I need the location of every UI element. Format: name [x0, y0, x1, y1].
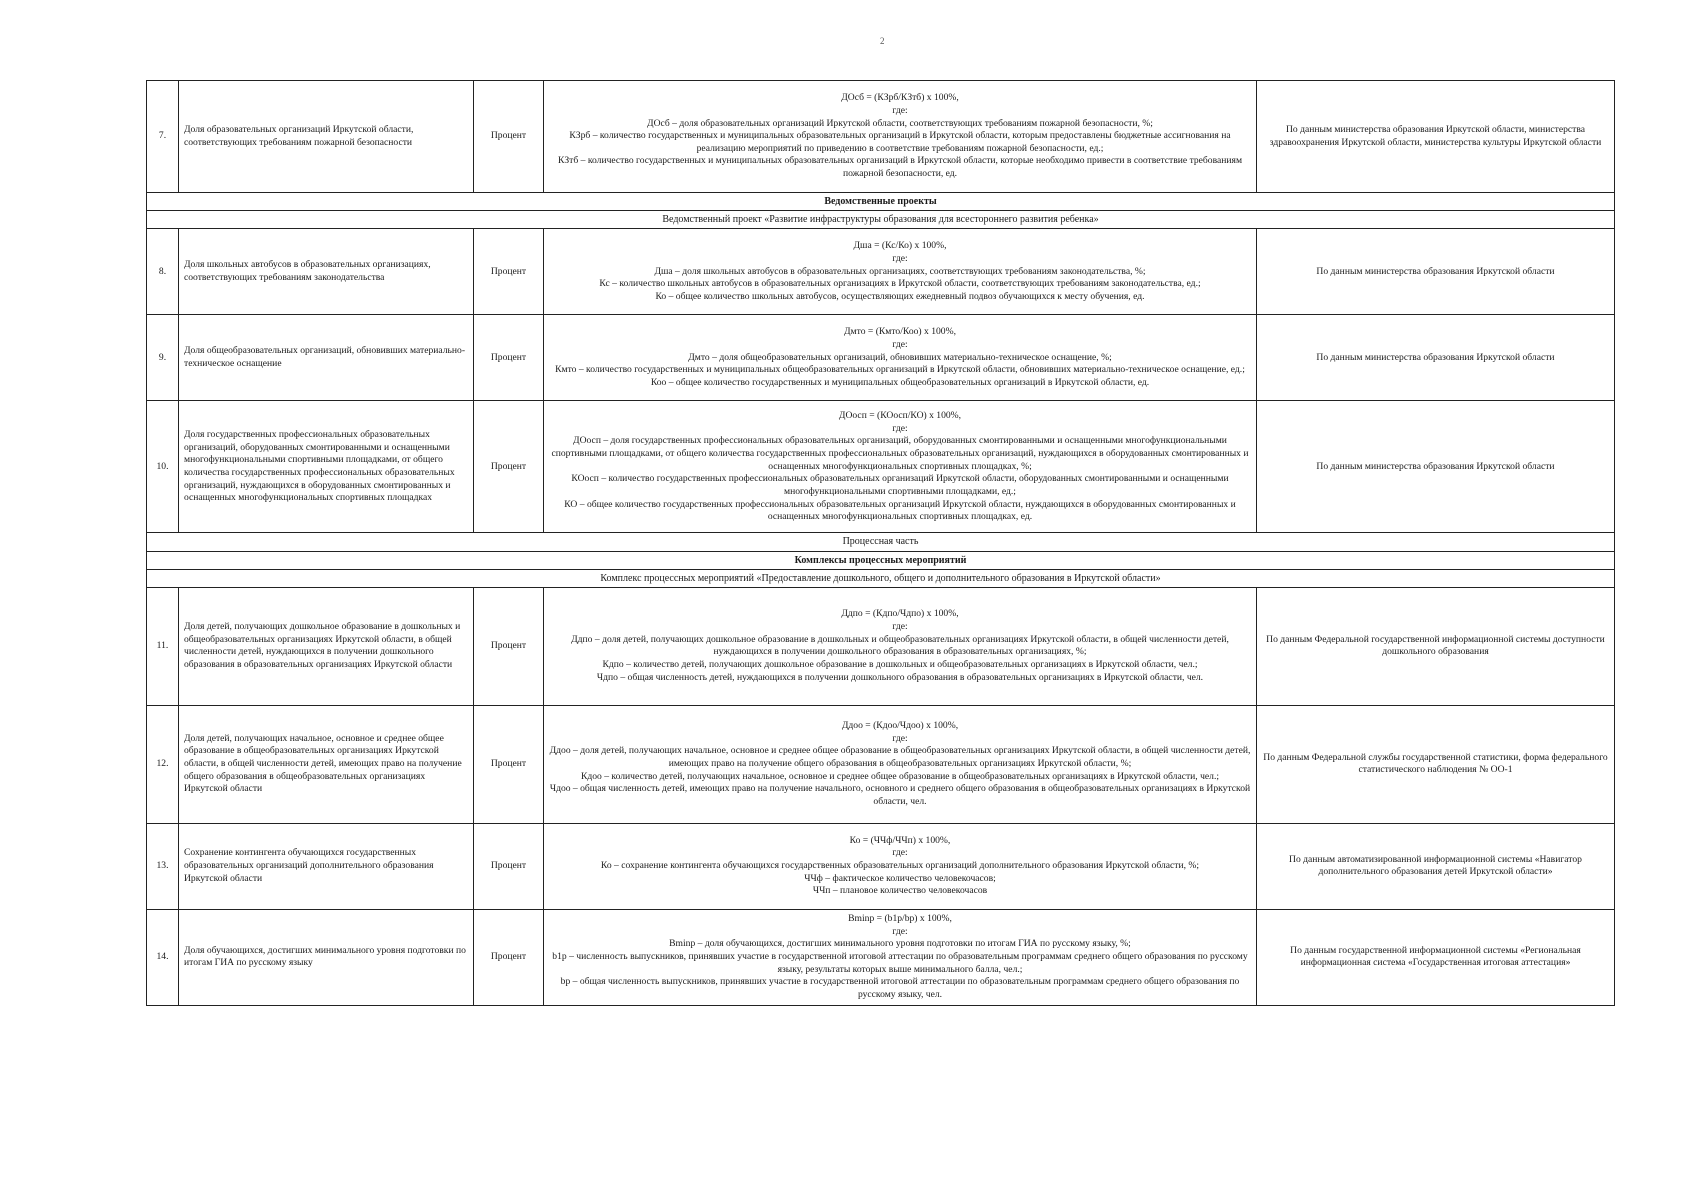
indicator-number: 12. — [147, 705, 179, 823]
formula-line: где: — [892, 925, 908, 937]
indicator-source: По данным министерства образования Иркутской области — [1257, 315, 1615, 401]
indicator-source: По данным государственной информационной системы «Региональная информационная система «Государственная итоговая аттестация» — [1257, 909, 1615, 1005]
indicator-source: По данным Федеральной службы государственной статистики, форма федерального статистического наблюдения № ОО-1 — [1257, 705, 1615, 823]
section-header-row — [147, 211, 1615, 229]
formula-line: ДОосп – доля государственных профессиональных образовательных организаций, оборудованных смонтированными и оснащенными многофункциональными спортивными площадками, от общего количества государственных профессиональных образовательных организаций, нуждающихся в оборудованных смонтированных и оснащенных многофункциональных спортивных площадках, %; — [551, 435, 1249, 472]
indicator-source: По данным Федеральной государственной информационной системы доступности дошкольного образования — [1257, 587, 1615, 705]
indicator-formula — [544, 823, 1257, 909]
formula-line: КЗрб – количество государственных и муниципальных образовательных организаций в Иркутской области, которым предоставлены бюджетные ассигнования на реализацию мероприятий по приведению в соответствие требованиям пожарной безопасности, ед.; — [569, 130, 1231, 154]
section-header-row — [147, 551, 1615, 569]
indicator-number: 14. — [147, 909, 179, 1005]
formula-line: ЧЧп – плановое количество человекочасов — [812, 885, 988, 897]
section-title: Процессная часть — [147, 533, 1615, 551]
formula-line: КО – общее количество государственных профессиональных образовательных организаций Иркутской области, нуждающихся в оборудованных смонтированных и оснащенных многофункциональных спортивных площадках, ед. — [564, 498, 1236, 523]
indicator-unit: Процент — [474, 705, 544, 823]
formula-line: Ддоо = (Кдоо/Чдоо) х 100%, — [841, 720, 959, 732]
indicator-source: По данным министерства образования Иркутской области — [1257, 401, 1615, 533]
indicator-source: По данным министерства образования Иркутской области — [1257, 229, 1615, 315]
indicator-unit: Процент — [474, 401, 544, 533]
formula-line: Bminp – доля обучающихся, достигших минимального уровня подготовки по итогам ГИА по русскому языку, %; — [669, 938, 1131, 950]
indicator-formula — [544, 587, 1257, 705]
indicator-name: Доля детей, получающих начальное, основное и среднее общее образование в общеобразовательных организациях Иркутской области, в общей численности детей, имеющих право на получение общего образования в общеобразовательных организациях Иркутской области — [179, 705, 474, 823]
indicator-row — [147, 587, 1615, 705]
section-header-row — [147, 193, 1615, 211]
indicator-number: 10. — [147, 401, 179, 533]
formula-line: Ко – общее количество школьных автобусов, осуществляющих ежедневный подвоз обучающихся к месту обучения, ед. — [655, 290, 1145, 302]
indicator-row — [147, 315, 1615, 401]
formula-line: bp – общая численность выпускников, принявших участие в государственной итоговой аттестации по образовательным программам среднего общего образования по русскому языку, чел. — [560, 976, 1240, 1001]
indicator-name: Доля школьных автобусов в образовательных организациях, соответствующих требованиям законодательства — [179, 229, 474, 315]
indicator-unit: Процент — [474, 229, 544, 315]
formula-line: КЗтб – количество государственных и муниципальных образовательных организаций в Иркутской области, которые необходимо привести в соответствие требованиям пожарной безопасности, ед. — [557, 155, 1243, 180]
indicator-formula — [544, 909, 1257, 1005]
formula-line: ДОосп = (КОосп/КО) х 100%, — [838, 409, 962, 421]
indicator-row — [147, 909, 1615, 1005]
indicator-source: По данным министерства образования Иркутской области, министерства здравоохранения Иркутской области, министерства культуры Иркутской области — [1257, 81, 1615, 193]
formula-line: Ддпо = (Кдпо/Чдпо) х 100%, — [841, 608, 959, 620]
formula-line: КОосп – количество государственных профессиональных образовательных организаций Иркутской области, оборудованных смонтированными и оснащенными многофункциональными спортивными площадками, ед.; — [571, 473, 1229, 497]
formula-line: Коо – общее количество государственных и муниципальных общеобразовательных организаций в Иркутской области, ед. — [650, 376, 1150, 388]
indicator-name: Доля детей, получающих дошкольное образование в дошкольных и общеобразовательных организациях Иркутской области, в общей численности детей, нуждающихся в получении дошкольного образования в образовательных организациях Иркутской области — [179, 587, 474, 705]
indicator-name: Сохранение контингента обучающихся государственных образовательных организаций дополнительного образования Иркутской области — [179, 823, 474, 909]
indicator-name: Доля государственных профессиональных образовательных организаций, оборудованных смонтированными и оснащенными многофункциональными спортивными площадками, от общего количества государственных профессиональных образовательных организаций, нуждающихся в оборудованных смонтированных и оснащенных многофункциональных спортивных площадках — [179, 401, 474, 533]
formula-line: Кдоо – количество детей, получающих начальное, основное и среднее общее образование в общеобразовательных организациях в Иркутской области, чел.; — [580, 770, 1220, 782]
formula-line: ДОсб = (КЗрб/КЗтб) х 100%, — [841, 92, 959, 104]
formula-line: где: — [892, 104, 908, 116]
indicator-formula — [544, 401, 1257, 533]
formula-line: Ддпо – доля детей, получающих дошкольное образование в дошкольных и общеобразовательных организациях Иркутской области, в общей численности детей, нуждающихся в получении дошкольного образования в образовательных организациях, %; — [571, 633, 1229, 658]
formula-line: Дмто – доля общеобразовательных организаций, обновивших материально-техническое оснащение, %; — [688, 351, 1112, 363]
formula-line: Кс – количество школьных автобусов в образовательных организациях в Иркутской области, соответствующих требованиям законодательства, ед.; — [599, 278, 1201, 290]
indicator-unit: Процент — [474, 587, 544, 705]
section-header-row — [147, 533, 1615, 551]
indicator-number: 13. — [147, 823, 179, 909]
section-title: Ведомственный проект «Развитие инфраструктуры образования для всестороннего развития ребенка» — [147, 211, 1615, 229]
formula-line: Ддоо – доля детей, получающих начальное, основное и среднее общее образование в общеобразовательных организациях Иркутской области, в общей численности детей, имеющих право на получение общего образования в общеобразовательных организациях Иркутской области, %; — [549, 745, 1251, 770]
indicator-number: 7. — [147, 81, 179, 193]
indicator-row — [147, 229, 1615, 315]
formula-line: Чдпо – общая численность детей, нуждающихся в получении дошкольного образования в образовательных организациях в Иркутской области, чел. — [596, 671, 1204, 683]
formula-line: где: — [892, 252, 908, 264]
formula-line: Ко = (ЧЧф/ЧЧп) х 100%, — [849, 834, 951, 846]
formula-line: Кдпо – количество детей, получающих дошкольное образование в дошкольных и общеобразовательных организациях в Иркутской области, чел.; — [602, 659, 1198, 671]
indicator-name: Доля образовательных организаций Иркутской области, соответствующих требованиям пожарной безопасности — [179, 81, 474, 193]
indicator-number: 11. — [147, 587, 179, 705]
formula-line: Дмто = (Кмто/Коо) х 100%, — [844, 326, 956, 338]
indicator-row — [147, 823, 1615, 909]
indicator-source: По данным автоматизированной информационной системы «Навигатор дополнительного образования детей Иркутской области» — [1257, 823, 1615, 909]
section-title: Ведомственные проекты — [147, 193, 1615, 211]
section-title: Комплексы процессных мероприятий — [147, 551, 1615, 569]
indicator-row — [147, 401, 1615, 533]
formula-line: где: — [892, 338, 908, 350]
indicator-name: Доля обучающихся, достигших минимального уровня подготовки по итогам ГИА по русскому языку — [179, 909, 474, 1005]
indicator-formula — [544, 81, 1257, 193]
indicator-number: 8. — [147, 229, 179, 315]
indicator-formula — [544, 705, 1257, 823]
section-header-row — [147, 569, 1615, 587]
formula-line: ДОсб – доля образовательных организаций Иркутской области, соответствующих требованиям пожарной безопасности, %; — [647, 117, 1153, 129]
formula-line: ЧЧф – фактическое количество человекочасов; — [804, 872, 996, 884]
indicator-unit: Процент — [474, 315, 544, 401]
section-title: Комплекс процессных мероприятий «Предоставление дошкольного, общего и дополнительного образования в Иркутской области» — [147, 569, 1615, 587]
indicator-unit: Процент — [474, 81, 544, 193]
indicator-row — [147, 81, 1615, 193]
formula-line: Чдоо – общая численность детей, имеющих право на получение начального, основного и среднего общего образования в общеобразовательных организациях в Иркутской области, чел. — [549, 783, 1251, 808]
formula-line: где: — [892, 847, 908, 859]
formula-line: b1p – численность выпускников, принявших участие в государственной итоговой аттестации по образовательным программам среднего общего образования по русскому языку, результаты которых выше минимального балла, чел.; — [552, 951, 1248, 975]
indicator-unit: Процент — [474, 823, 544, 909]
formula-line: где: — [892, 732, 908, 744]
formula-line: где: — [892, 621, 908, 633]
indicator-row — [147, 705, 1615, 823]
indicator-name: Доля общеобразовательных организаций, обновивших материально-техническое оснащение — [179, 315, 474, 401]
indicator-unit: Процент — [474, 909, 544, 1005]
indicator-formula — [544, 229, 1257, 315]
formula-line: Ко – сохранение контингента обучающихся государственных образовательных организаций дополнительного образования Иркутской области, %; — [600, 860, 1200, 872]
formula-line: где: — [892, 422, 908, 434]
formula-line: Bminp = (b1p/bp) х 100%, — [848, 913, 952, 925]
formula-line: Дша – доля школьных автобусов в образовательных организациях, соответствующих требованиям законодательства, %; — [654, 265, 1146, 277]
page-number: 2 — [880, 36, 885, 46]
formula-line: Кмто – количество государственных и муниципальных общеобразовательных организаций в Иркутской области, обновивших материально-техническое оснащение, ед.; — [555, 364, 1245, 376]
formula-line: Дша = (Кс/Ко) х 100%, — [853, 240, 947, 252]
indicator-number: 9. — [147, 315, 179, 401]
indicator-formula — [544, 315, 1257, 401]
indicators-table — [146, 80, 1615, 1006]
